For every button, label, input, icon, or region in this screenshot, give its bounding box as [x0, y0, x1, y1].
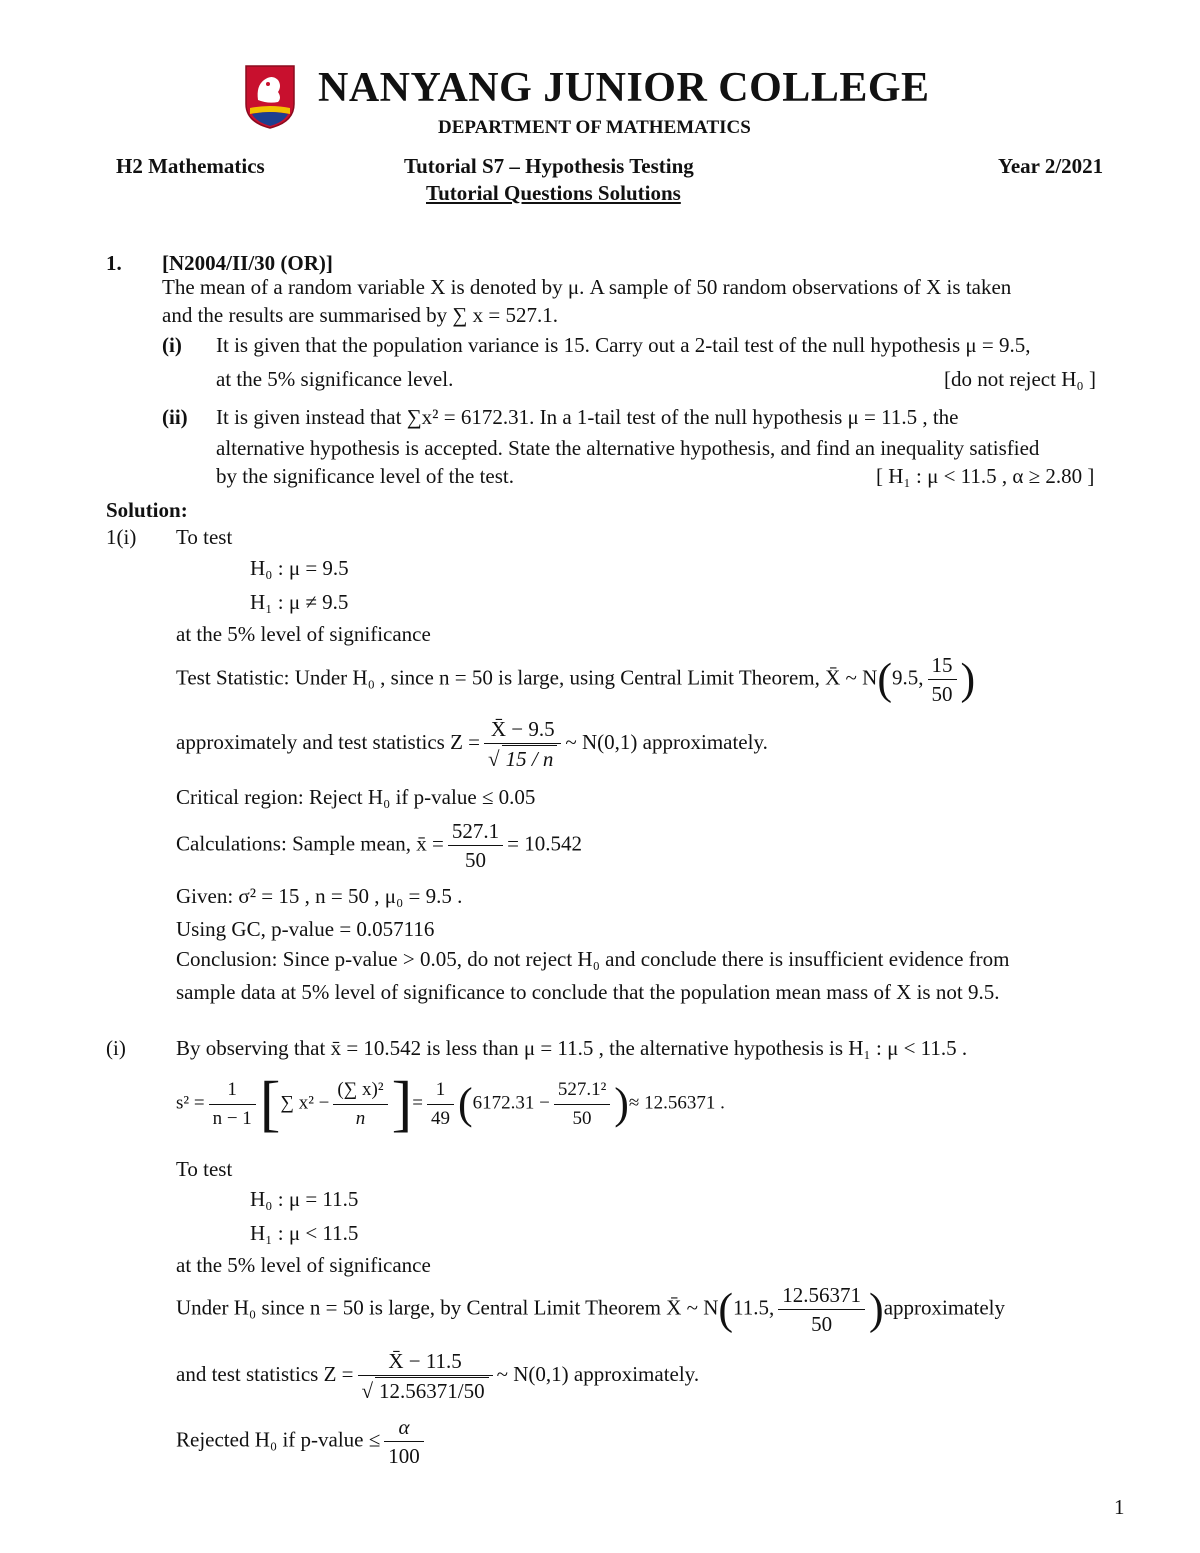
solution-text: Test Statistic: Under H₀ , since n = 50 is large, using Central Limit Theorem, X̄ ~ N — [176, 665, 878, 690]
distribution-mean: 9.5, — [892, 665, 924, 690]
alt-hypothesis: H₁ : μ ≠ 9.5 — [250, 590, 349, 614]
fraction-numerator: 527.1² — [554, 1077, 610, 1105]
formula-result: ≈ 12.56371 . — [628, 1092, 725, 1114]
subject-label: H2 Mathematics — [116, 154, 265, 178]
question-number: 1. — [106, 251, 122, 275]
distribution-mean: 11.5, — [733, 1295, 775, 1320]
fraction-numerator: X̄ − 11.5 — [358, 1348, 493, 1376]
solution-text: = 10.542 — [507, 831, 582, 856]
solution-text: approximately — [883, 1295, 1005, 1320]
fraction-denominator: 50 — [465, 848, 486, 872]
fraction-numerator: 1 — [209, 1077, 256, 1105]
fraction-numerator: 12.56371 — [778, 1282, 865, 1310]
null-hypothesis: H₀ : μ = 11.5 — [250, 1187, 359, 1211]
fraction-denominator: 49 — [430, 1107, 450, 1129]
solution-heading: Solution: — [106, 498, 188, 522]
solution-text: at the 5% level of significance — [176, 622, 431, 646]
part-text-line: alternative hypothesis is accepted. State the alternative hypothesis, and find an inequality satisfied — [216, 436, 1040, 460]
formula-term: = — [412, 1092, 423, 1114]
solution-text: ~ N(0,1) approximately. — [565, 729, 768, 754]
question-reference: [N2004/II/30 (OR)] — [162, 251, 333, 275]
observation-line: By observing that x̄ = 10.542 is less than μ = 11.5 , the alternative hypothesis is H₁ : μ < 11.5 . — [176, 1036, 968, 1060]
formula-term: 6172.31 − — [472, 1092, 550, 1114]
solution-text: ~ N(0,1) approximately. — [496, 1361, 700, 1386]
college-name: NANYANG JUNIOR COLLEGE — [318, 65, 930, 111]
part-text-line: It is given instead that ∑x² = 6172.31. In a 1-tail test of the null hypothesis μ = 11.5 , the — [216, 405, 959, 429]
part-answer: [ H₁ : μ < 11.5 , α ≥ 2.80 ] — [876, 464, 1095, 488]
solution-text: Under H₀ since n = 50 is large, by Central Limit Theorem X̄ ~ N — [176, 1295, 719, 1320]
page-number: 1 — [1114, 1495, 1125, 1519]
fraction-denominator: 15 / n — [502, 745, 558, 772]
part-text-line: at the 5% significance level. — [216, 367, 454, 391]
given-values: Given: σ² = 15 , n = 50 , μ₀ = 9.5 . — [176, 884, 463, 908]
page-subtitle: Tutorial Questions Solutions — [426, 181, 681, 205]
fraction-numerator: 527.1 — [448, 818, 503, 846]
alt-hypothesis: H₁ : μ < 11.5 — [250, 1221, 359, 1245]
question-text-line: The mean of a random variable X is denoted by μ. A sample of 50 random observations of X is taken — [162, 275, 1012, 299]
z-statistic-line: approximately and test statistics Z = $\frac{X̄ - 9.5}{√ 15 / n}$ ~ N(0,1) approximately. — [176, 717, 768, 771]
solution-text: at the 5% level of significance — [176, 1253, 431, 1277]
tutorial-title: Tutorial S7 – Hypothesis Testing — [404, 154, 694, 178]
calculations-line — [176, 818, 582, 873]
z-statistic-line: and test statistics Z = $\frac{X̄ - 11.5}{√ 12.56371/50}$ ~ N(0,1) approximately. — [176, 1349, 700, 1403]
year-label: Year 2/2021 — [998, 154, 1104, 178]
fraction-denominator: 50 — [931, 682, 953, 706]
fraction-numerator: (∑ x)² — [333, 1077, 387, 1105]
fraction-denominator: 50 — [811, 1312, 833, 1336]
part-answer: [do not reject H₀ ] — [944, 367, 1096, 391]
solution-text: Calculations: Sample mean, x̄ = — [176, 831, 444, 856]
solution-text: To test — [176, 1157, 233, 1181]
part-text-line: It is given that the population variance is 15. Carry out a 2-tail test of the null hypothesis μ = 9.5, — [216, 333, 1031, 357]
fraction-denominator: n — [355, 1107, 366, 1129]
solution-part-label: (i) — [106, 1036, 126, 1060]
department-name: DEPARTMENT OF MATHEMATICS — [438, 117, 751, 138]
null-hypothesis: H₀ : μ = 9.5 — [250, 556, 349, 580]
formula-term: ∑ x² − — [280, 1092, 330, 1114]
solution-part-label: 1(i) — [106, 525, 137, 549]
critical-region: Critical region: Reject H₀ if p-value ≤ 0.05 — [176, 785, 536, 809]
fraction-denominator: 12.56371/50 — [375, 1377, 489, 1404]
part-text-line: by the significance level of the test. — [216, 464, 514, 488]
fraction-numerator: 1 — [427, 1077, 454, 1105]
fraction-denominator: n − 1 — [212, 1107, 252, 1129]
college-crest-logo — [244, 64, 296, 130]
conclusion-line: sample data at 5% level of significance to conclude that the population mean mass of X is not 9.5. — [176, 980, 1000, 1004]
clt-distribution-line: Under H₀ since n = 50 is large, by Central Limit Theorem X̄ ~ N(11.5, $\frac{12.56371}{50}$ )approximately — [176, 1283, 1005, 1336]
test-statistic-line: Test Statistic: Under H₀ , since n = 50 is large, using Central Limit Theorem, X̄ ~ N(9.5, $\frac{15}{50}$ ) — [176, 653, 976, 706]
rejection-rule-line — [176, 1414, 428, 1469]
question-text-line: and the results are summarised by ∑ x = 527.1. — [162, 303, 558, 327]
solution-text: To test — [176, 525, 233, 549]
fraction-numerator: 15 — [928, 652, 957, 680]
part-label: (i) — [162, 333, 182, 357]
solution-text: Rejected H₀ if p-value ≤ — [176, 1427, 381, 1452]
solution-text: approximately and test statistics Z = — [176, 729, 481, 754]
solution-text: and test statistics Z = — [176, 1361, 354, 1386]
sample-variance-formula: s² = $\frac{1}{n - 1}$ [∑ x² − $\frac{\text{(∑ x)²}}{n}$ ]= $\frac{1}{49}$ (6172.31 − $\frac{\text{527.1²}}{50}$ )≈ 12.56371 . — [176, 1070, 725, 1138]
fraction-denominator: 50 — [572, 1107, 592, 1129]
conclusion-line: Conclusion: Since p-value > 0.05, do not reject H₀ and conclude there is insufficient evidence from — [176, 947, 1010, 971]
fraction-numerator: α — [384, 1414, 424, 1442]
fraction-numerator: X̄ − 9.5 — [484, 716, 561, 744]
formula-lhs: s² = — [176, 1092, 205, 1114]
fraction-denominator: 100 — [388, 1444, 420, 1468]
gc-p-value: Using GC, p-value = 0.057116 — [176, 917, 435, 941]
part-label: (ii) — [162, 405, 188, 429]
